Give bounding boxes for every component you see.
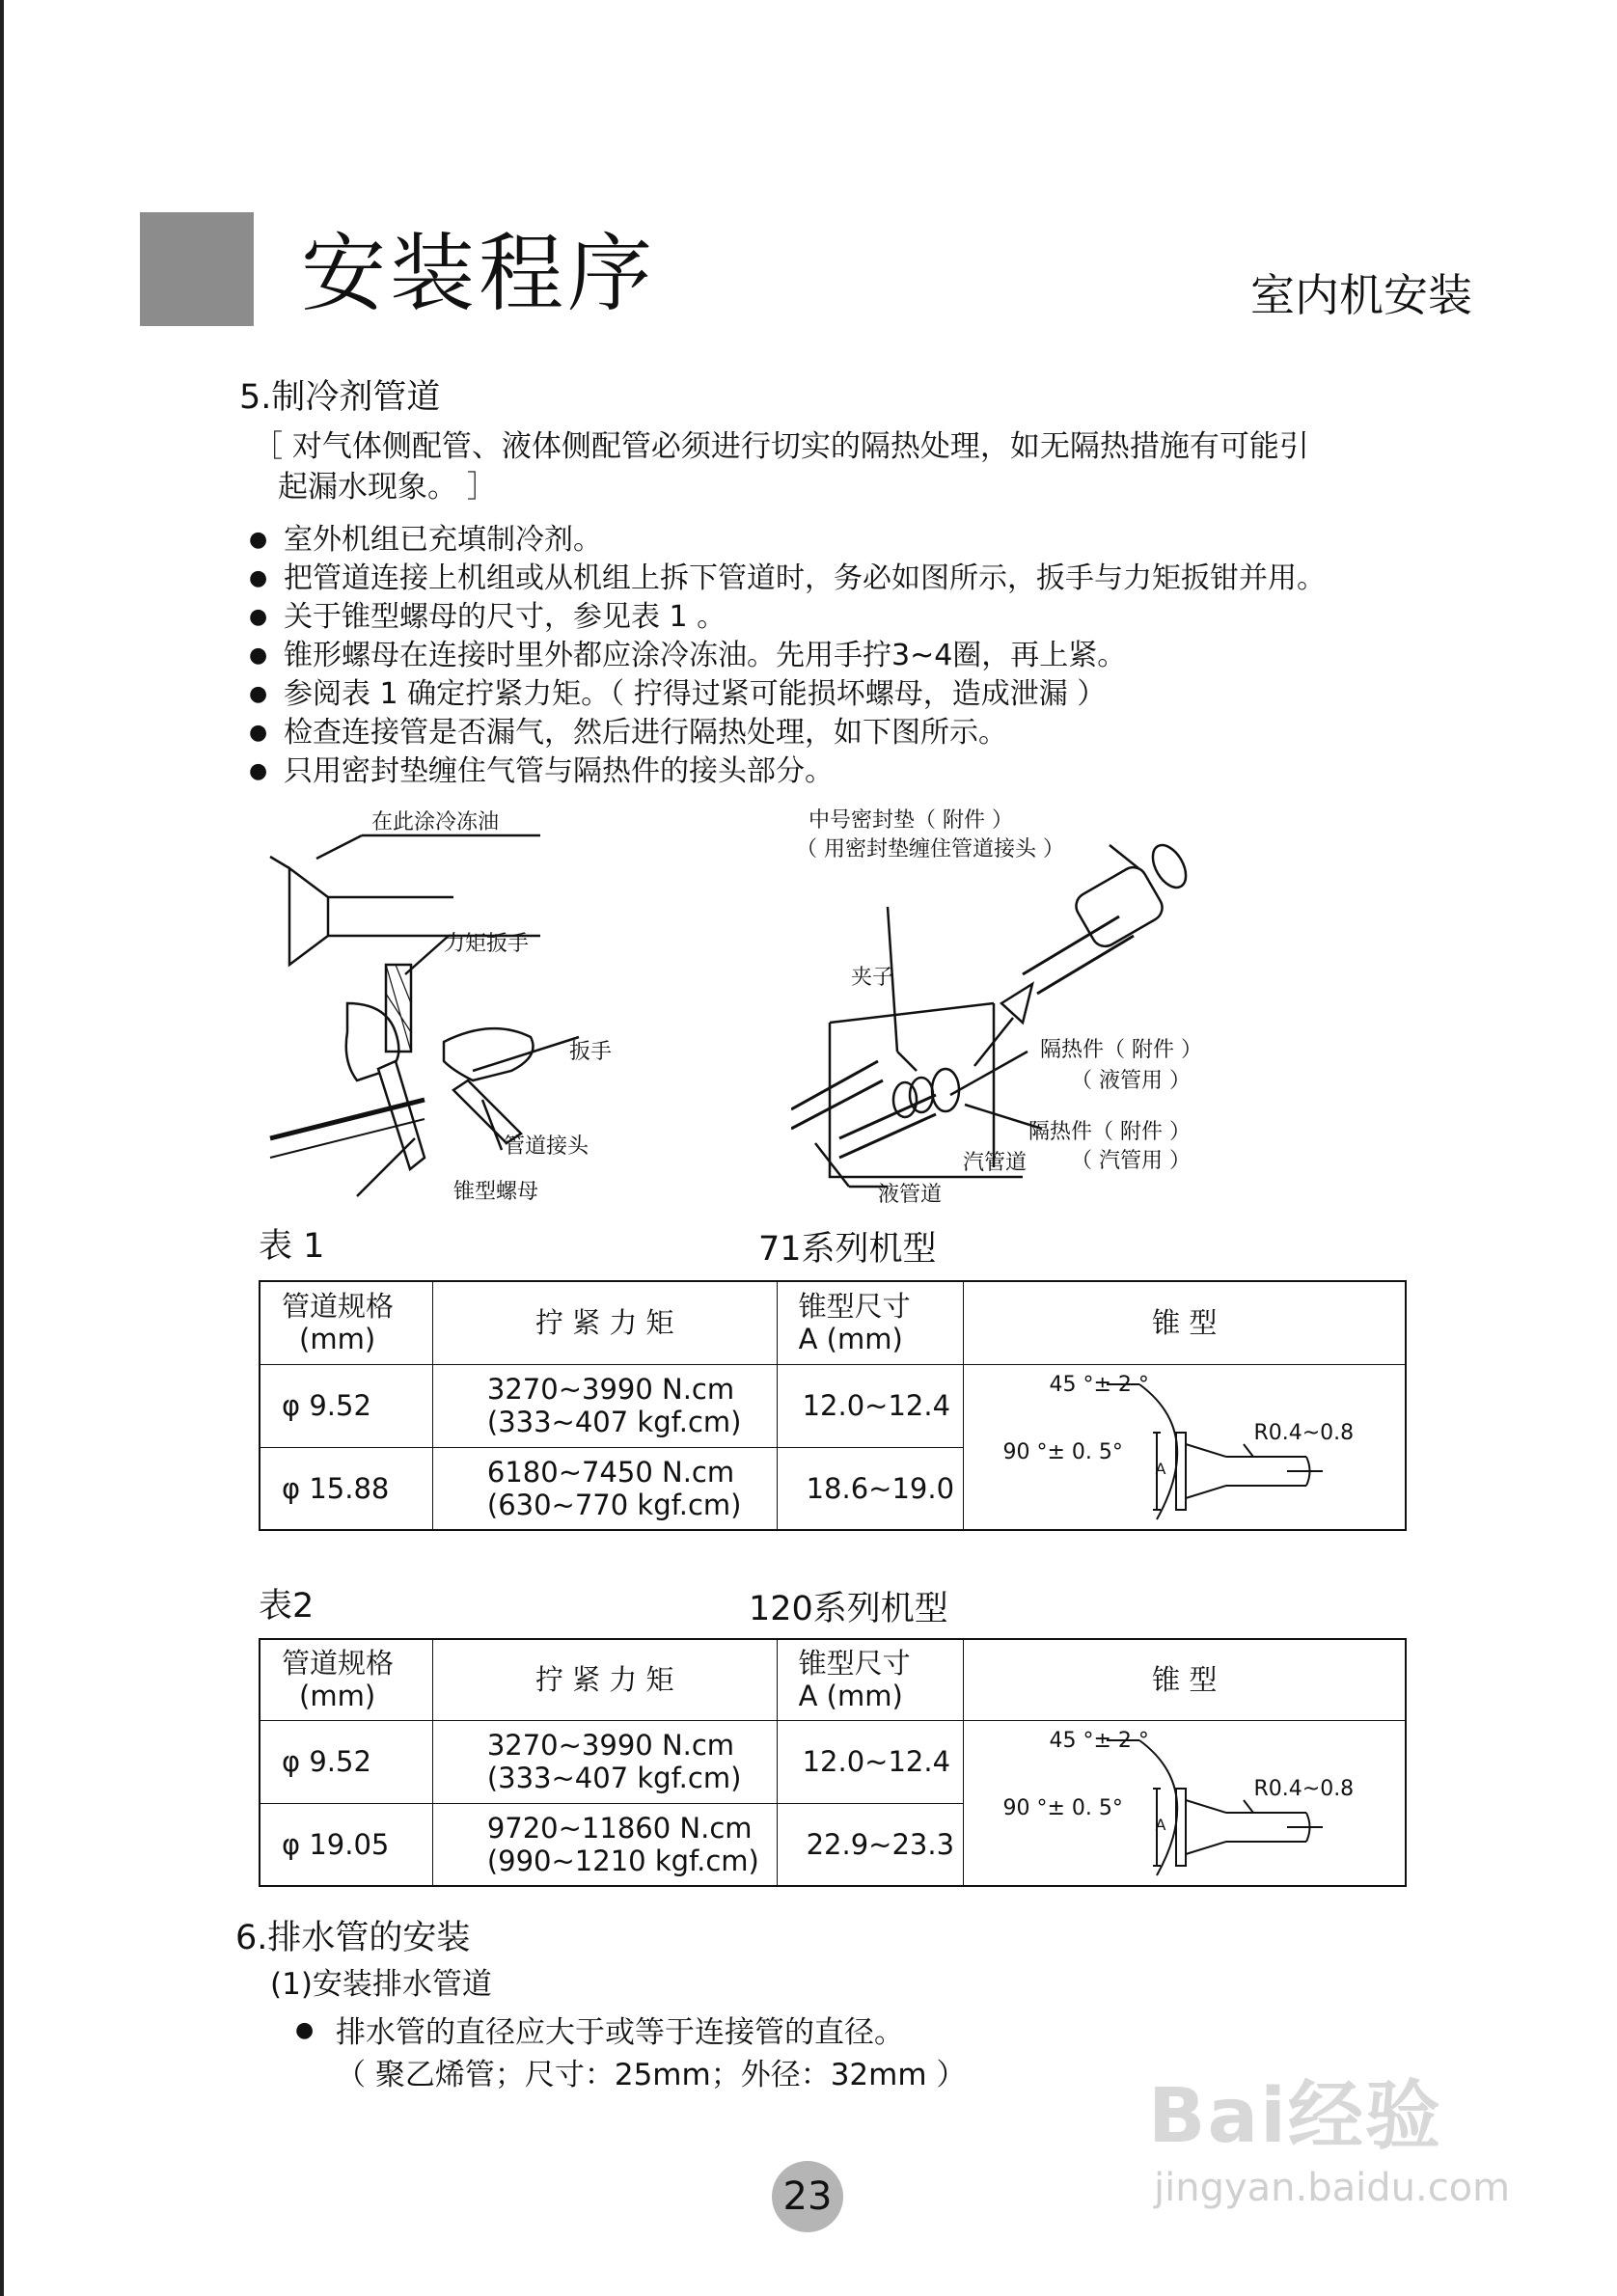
header-flare: 锥型尺寸 A (mm) <box>777 1639 964 1720</box>
section5-note-line2: 起漏水现象。 ］ <box>278 470 497 505</box>
cell-flare: 18.6~19.0 <box>777 1447 964 1530</box>
cell-torque: 3270~3990 N.cm (333~407 kgf.cm) <box>432 1720 777 1803</box>
cell-torque: 9720~11860 N.cm (990~1210 kgf.cm) <box>432 1803 777 1886</box>
section5-heading: 5.制冷剂管道 <box>239 378 441 417</box>
table-row <box>260 1364 1406 1447</box>
list-item: ● 把管道连接上机组或从机组上拆下管道时，务必如图所示，扳手与力矩扳钳并用。 <box>249 560 1326 598</box>
list-item: ● 只用密封垫缠住气管与隔热件的接头部分。 <box>249 752 1326 791</box>
watermark-url: jingyan.baidu.com <box>1154 2166 1511 2210</box>
table1-label: 表 1 <box>259 1227 325 1266</box>
table1-model: 71系列机型 <box>758 1230 937 1269</box>
header-torque: 拧 紧 力 矩 <box>432 1639 777 1720</box>
table2-model: 120系列机型 <box>749 1590 948 1628</box>
label-clamp: 夹子 <box>851 966 894 990</box>
cone-a-label: A <box>1155 1815 1166 1834</box>
page-title: 安装程序 <box>301 224 657 323</box>
list-item: ● 室外机组已充填制冷剂。 <box>249 521 1326 560</box>
header-pipe: 管道规格 (mm) <box>260 1639 432 1720</box>
cone-angle2-label: 90 °± 0. 5° <box>1002 1439 1123 1464</box>
table-row <box>260 1720 1406 1803</box>
label-pipe-joint: 管道接头 <box>504 1134 589 1159</box>
cell-flare: 12.0~12.4 <box>777 1720 964 1803</box>
header-cone: 锥 型 <box>964 1281 1406 1364</box>
label-insulation-liquid: 隔热件（ 附件 ） <box>1040 1038 1202 1062</box>
cell-torque: 3270~3990 N.cm (333~407 kgf.cm) <box>432 1364 777 1447</box>
cone-a-label: A <box>1155 1459 1166 1478</box>
label-torque-wrench: 力矩扳手 <box>444 932 530 956</box>
list-item: ● 检查连接管是否漏气，然后进行隔热处理，如下图所示。 <box>249 714 1326 752</box>
list-item: ● 关于锥型螺母的尺寸，参见表 1 。 <box>249 598 1326 637</box>
label-oil: 在此涂冷冻油 <box>371 810 500 834</box>
table1 <box>259 1280 1407 1531</box>
cone-angle-label: 45 °± 2 ° <box>1049 1372 1149 1397</box>
section5-note-line1: ［ 对气体侧配管、液体侧配管必须进行切实的隔热处理，如无隔热措施有可能引 <box>253 429 1309 464</box>
label-gas-use: （ 汽管用 ） <box>1071 1149 1191 1173</box>
cell-cone-diagram <box>964 1720 1406 1886</box>
label-seal-note: （ 用密封垫缠住管道接头 ） <box>796 837 1064 861</box>
page-number: 23 <box>772 2161 843 2232</box>
cell-cone-diagram <box>964 1364 1406 1530</box>
cone-radius-label: R0.4~0.8 <box>1253 1420 1355 1445</box>
cell-pipe: φ 9.52 <box>260 1364 432 1447</box>
cone-angle-label: 45 °± 2 ° <box>1049 1728 1149 1753</box>
table2-label: 表2 <box>259 1587 315 1626</box>
list-item: ● 参阅表 1 确定拧紧力矩。（ 拧得过紧可能损坏螺母，造成泄漏 ） <box>249 675 1326 714</box>
header-gray-block <box>140 212 254 326</box>
watermark-brand: Bai经验 <box>1148 2073 1442 2160</box>
cell-flare: 12.0~12.4 <box>777 1364 964 1447</box>
cell-pipe: φ 19.05 <box>260 1803 432 1886</box>
table-header-row <box>260 1639 1406 1720</box>
cell-torque: 6180~7450 N.cm (630~770 kgf.cm) <box>432 1447 777 1530</box>
section6-subheading: (1)安装排水管道 <box>270 1967 492 2002</box>
cone-radius-label: R0.4~0.8 <box>1253 1776 1355 1801</box>
section6-bullet-icon: ● <box>295 2018 315 2042</box>
section5-bullet-list <box>249 521 1326 791</box>
cell-pipe: φ 9.52 <box>260 1720 432 1803</box>
label-flare-nut: 锥型螺母 <box>453 1180 539 1204</box>
page-border <box>0 0 4 2296</box>
label-liquid-pipe: 液管道 <box>878 1183 943 1207</box>
header-torque: 拧 紧 力 矩 <box>432 1281 777 1364</box>
section6-heading: 6.排水管的安装 <box>235 1919 471 1957</box>
label-wrench: 扳手 <box>569 1040 613 1064</box>
table-header-row <box>260 1281 1406 1364</box>
cell-flare: 22.9~23.3 <box>777 1803 964 1886</box>
section6-bullet-note: （ 聚乙烯管；尺寸：25mm；外径：32mm ） <box>336 2058 967 2092</box>
table2 <box>259 1638 1407 1887</box>
label-insulation-gas: 隔热件（ 附件 ） <box>1028 1120 1191 1144</box>
figure-wrench-illustration <box>251 810 617 1216</box>
label-seal: 中号密封垫（ 附件 ） <box>808 808 1013 833</box>
label-gas-pipe: 汽管道 <box>963 1151 1028 1175</box>
header-flare: 锥型尺寸 A (mm) <box>777 1281 964 1364</box>
figure-insulation-illustration <box>791 808 1202 1216</box>
section6-bullet: 排水管的直径应大于或等于连接管的直径。 <box>336 2015 904 2050</box>
page-subtitle: 室内机安装 <box>1250 269 1472 321</box>
header-cone: 锥 型 <box>964 1639 1406 1720</box>
cone-angle2-label: 90 °± 0. 5° <box>1002 1795 1123 1820</box>
header-pipe: 管道规格 (mm) <box>260 1281 432 1364</box>
label-liquid-use: （ 液管用 ） <box>1071 1069 1191 1093</box>
cell-pipe: φ 15.88 <box>260 1447 432 1530</box>
list-item: ● 锥形螺母在连接时里外都应涂冷冻油。先用手拧3~4圈，再上紧。 <box>249 637 1326 675</box>
